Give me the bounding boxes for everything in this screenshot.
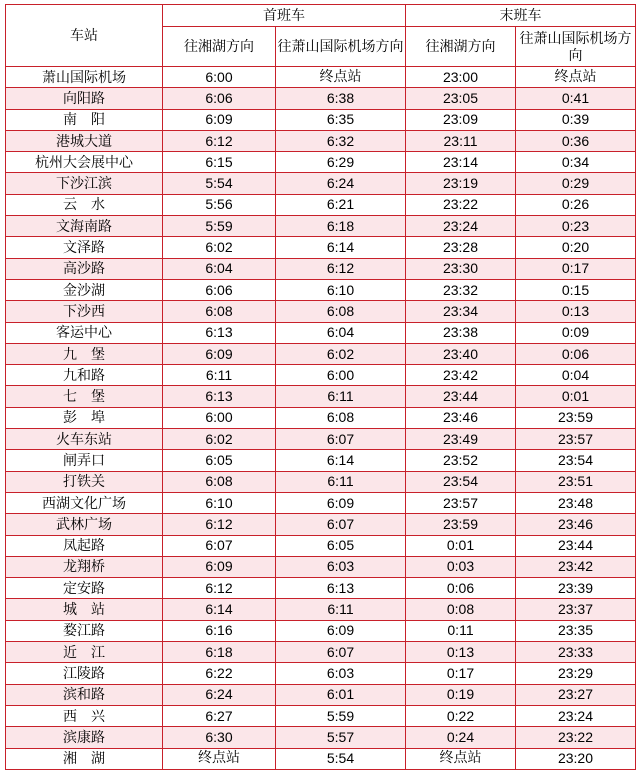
- first-train-to-airport: 6:07: [276, 514, 406, 535]
- last-train-to-airport: 0:13: [516, 301, 636, 322]
- first-train-to-xianghu: 6:06: [163, 88, 276, 109]
- first-train-to-airport: 6:01: [276, 684, 406, 705]
- station-name: 文海南路: [6, 216, 163, 237]
- table-row: [6, 556, 636, 577]
- last-train-to-airport: 23:37: [516, 599, 636, 620]
- last-train-to-airport: 23:51: [516, 471, 636, 492]
- table-row: [6, 578, 636, 599]
- last-train-to-airport: 23:33: [516, 642, 636, 663]
- last-train-to-airport: 0:01: [516, 386, 636, 407]
- last-train-to-xianghu: 23:32: [406, 279, 516, 300]
- station-name: 城 站: [6, 599, 163, 620]
- last-train-to-airport: 0:06: [516, 343, 636, 364]
- station-name: 火车东站: [6, 429, 163, 450]
- last-train-to-airport: 0:29: [516, 173, 636, 194]
- station-name: 客运中心: [6, 322, 163, 343]
- first-train-xianghu-direction-header: 往湘湖方向: [163, 27, 276, 67]
- last-train-to-airport: 0:39: [516, 109, 636, 130]
- station-name: 高沙路: [6, 258, 163, 279]
- first-train-to-airport: 6:09: [276, 492, 406, 513]
- first-train-to-xianghu: 6:10: [163, 492, 276, 513]
- table-row: [6, 279, 636, 300]
- first-train-to-airport: 6:24: [276, 173, 406, 194]
- first-train-to-airport: 6:11: [276, 471, 406, 492]
- station-name: 打铁关: [6, 471, 163, 492]
- last-train-to-xianghu: 23:46: [406, 407, 516, 428]
- table-row: [6, 322, 636, 343]
- timetable-body: [6, 67, 636, 770]
- last-train-to-airport: 23:46: [516, 514, 636, 535]
- last-train-to-airport: 0:09: [516, 322, 636, 343]
- first-train-to-xianghu: 6:02: [163, 237, 276, 258]
- timetable: [5, 4, 636, 770]
- first-train-to-airport: 6:04: [276, 322, 406, 343]
- table-row: [6, 599, 636, 620]
- first-train-to-airport: 6:29: [276, 152, 406, 173]
- station-name: 七 堡: [6, 386, 163, 407]
- last-train-to-xianghu: 0:11: [406, 620, 516, 641]
- first-train-to-xianghu: 6:15: [163, 152, 276, 173]
- last-train-to-airport: 23:39: [516, 578, 636, 599]
- first-train-to-airport: 终点站: [276, 67, 406, 88]
- first-train-to-airport: 6:08: [276, 407, 406, 428]
- first-train-to-xianghu: 6:07: [163, 535, 276, 556]
- first-train-to-xianghu: 6:11: [163, 365, 276, 386]
- first-train-to-xianghu: 6:14: [163, 599, 276, 620]
- last-train-to-xianghu: 0:17: [406, 663, 516, 684]
- last-train-to-xianghu: 23:19: [406, 173, 516, 194]
- first-train-to-xianghu: 6:05: [163, 450, 276, 471]
- last-train-to-airport: 0:34: [516, 152, 636, 173]
- last-train-to-xianghu: 0:03: [406, 556, 516, 577]
- table-row: [6, 216, 636, 237]
- last-train-to-xianghu: 23:59: [406, 514, 516, 535]
- first-train-to-xianghu: 6:02: [163, 429, 276, 450]
- last-train-to-xianghu: 23:22: [406, 194, 516, 215]
- first-train-to-xianghu: 6:00: [163, 67, 276, 88]
- first-train-to-airport: 5:59: [276, 705, 406, 726]
- last-train-to-xianghu: 0:13: [406, 642, 516, 663]
- first-train-to-xianghu: 6:30: [163, 727, 276, 748]
- first-train-to-airport: 6:03: [276, 556, 406, 577]
- first-train-to-airport: 6:08: [276, 301, 406, 322]
- last-train-to-xianghu: 23:54: [406, 471, 516, 492]
- first-train-to-airport: 6:10: [276, 279, 406, 300]
- first-train-to-airport: 6:35: [276, 109, 406, 130]
- last-train-to-airport: 23:22: [516, 727, 636, 748]
- table-row: [6, 407, 636, 428]
- last-train-to-xianghu: 23:00: [406, 67, 516, 88]
- first-train-header: 首班车: [163, 5, 406, 27]
- table-row: [6, 386, 636, 407]
- table-row: [6, 535, 636, 556]
- table-row: [6, 429, 636, 450]
- table-row: [6, 173, 636, 194]
- first-train-to-airport: 6:07: [276, 642, 406, 663]
- last-train-to-xianghu: 23:05: [406, 88, 516, 109]
- station-name: 西 兴: [6, 705, 163, 726]
- station-name: 湘 湖: [6, 748, 163, 770]
- last-train-to-airport: 0:17: [516, 258, 636, 279]
- first-train-to-xianghu: 6:04: [163, 258, 276, 279]
- table-row: [6, 492, 636, 513]
- first-train-to-xianghu: 6:06: [163, 279, 276, 300]
- last-train-to-xianghu: 23:49: [406, 429, 516, 450]
- first-train-to-xianghu: 5:56: [163, 194, 276, 215]
- last-train-to-airport: 23:59: [516, 407, 636, 428]
- first-train-to-airport: 6:05: [276, 535, 406, 556]
- station-name: 龙翔桥: [6, 556, 163, 577]
- first-train-to-airport: 6:11: [276, 599, 406, 620]
- last-train-to-xianghu: 23:57: [406, 492, 516, 513]
- station-name: 江陵路: [6, 663, 163, 684]
- last-train-to-xianghu: 23:11: [406, 130, 516, 151]
- table-row: [6, 514, 636, 535]
- last-train-to-airport: 23:44: [516, 535, 636, 556]
- last-train-to-xianghu: 23:24: [406, 216, 516, 237]
- first-train-to-xianghu: 6:18: [163, 642, 276, 663]
- station-name: 云 水: [6, 194, 163, 215]
- first-train-to-airport: 6:00: [276, 365, 406, 386]
- first-train-to-xianghu: 6:08: [163, 301, 276, 322]
- first-train-to-airport: 6:32: [276, 130, 406, 151]
- last-train-to-xianghu: 0:19: [406, 684, 516, 705]
- table-row: [6, 620, 636, 641]
- last-train-to-airport: 23:29: [516, 663, 636, 684]
- first-train-to-xianghu: 终点站: [163, 748, 276, 770]
- first-train-to-xianghu: 6:16: [163, 620, 276, 641]
- last-train-to-xianghu: 0:08: [406, 599, 516, 620]
- last-train-to-airport: 0:36: [516, 130, 636, 151]
- last-train-to-xianghu: 0:24: [406, 727, 516, 748]
- table-row: [6, 194, 636, 215]
- station-name: 滨康路: [6, 727, 163, 748]
- first-train-to-airport: 6:13: [276, 578, 406, 599]
- station-name: 九 堡: [6, 343, 163, 364]
- table-row: [6, 343, 636, 364]
- station-name: 彭 埠: [6, 407, 163, 428]
- station-name: 文泽路: [6, 237, 163, 258]
- station-name: 定安路: [6, 578, 163, 599]
- last-train-to-xianghu: 终点站: [406, 748, 516, 770]
- table-row: [6, 727, 636, 748]
- first-train-to-xianghu: 6:24: [163, 684, 276, 705]
- first-train-to-airport: 6:02: [276, 343, 406, 364]
- last-train-to-xianghu: 23:38: [406, 322, 516, 343]
- last-train-to-airport: 0:04: [516, 365, 636, 386]
- last-train-to-xianghu: 23:30: [406, 258, 516, 279]
- first-train-to-airport: 6:09: [276, 620, 406, 641]
- first-train-to-airport: 6:14: [276, 450, 406, 471]
- station-name: 金沙湖: [6, 279, 163, 300]
- station-name: 凤起路: [6, 535, 163, 556]
- last-train-to-airport: 0:41: [516, 88, 636, 109]
- last-train-to-airport: 23:24: [516, 705, 636, 726]
- first-train-to-airport: 6:38: [276, 88, 406, 109]
- station-name: 近 江: [6, 642, 163, 663]
- table-row: [6, 109, 636, 130]
- first-train-to-xianghu: 6:12: [163, 578, 276, 599]
- station-name: 闸弄口: [6, 450, 163, 471]
- first-train-to-airport: 6:07: [276, 429, 406, 450]
- last-train-to-airport: 0:23: [516, 216, 636, 237]
- table-row: [6, 88, 636, 109]
- last-train-to-xianghu: 0:06: [406, 578, 516, 599]
- first-train-to-airport: 6:18: [276, 216, 406, 237]
- last-train-to-airport: 23:54: [516, 450, 636, 471]
- table-row: [6, 365, 636, 386]
- first-train-to-xianghu: 6:22: [163, 663, 276, 684]
- station-name: 下沙西: [6, 301, 163, 322]
- last-train-header: 末班车: [406, 5, 636, 27]
- first-train-to-airport: 5:57: [276, 727, 406, 748]
- last-train-to-airport: 23:57: [516, 429, 636, 450]
- table-row: [6, 130, 636, 151]
- last-train-to-airport: 0:26: [516, 194, 636, 215]
- first-train-to-xianghu: 6:12: [163, 514, 276, 535]
- last-train-to-xianghu: 0:22: [406, 705, 516, 726]
- first-train-to-xianghu: 6:09: [163, 556, 276, 577]
- last-train-to-airport: 23:20: [516, 748, 636, 770]
- table-row: [6, 258, 636, 279]
- station-name: 萧山国际机场: [6, 67, 163, 88]
- station-name: 武林广场: [6, 514, 163, 535]
- last-train-to-xianghu: 23:42: [406, 365, 516, 386]
- station-column-header: 车站: [6, 5, 163, 67]
- table-row: [6, 301, 636, 322]
- table-row: [6, 684, 636, 705]
- last-train-to-xianghu: 23:09: [406, 109, 516, 130]
- first-train-airport-direction-header: 往萧山国际机场方向: [276, 27, 406, 67]
- last-train-to-xianghu: 23:40: [406, 343, 516, 364]
- station-name: 滨和路: [6, 684, 163, 705]
- first-train-to-xianghu: 6:12: [163, 130, 276, 151]
- first-train-to-airport: 6:12: [276, 258, 406, 279]
- last-train-airport-direction-header: 往萧山国际机场方向: [516, 27, 636, 67]
- last-train-to-airport: 0:20: [516, 237, 636, 258]
- table-row: [6, 705, 636, 726]
- last-train-to-xianghu: 23:28: [406, 237, 516, 258]
- first-train-to-airport: 6:11: [276, 386, 406, 407]
- first-train-to-airport: 5:54: [276, 748, 406, 770]
- station-name: 西湖文化广场: [6, 492, 163, 513]
- first-train-to-xianghu: 6:08: [163, 471, 276, 492]
- first-train-to-xianghu: 6:27: [163, 705, 276, 726]
- table-row: [6, 152, 636, 173]
- station-name: 南 阳: [6, 109, 163, 130]
- first-train-to-xianghu: 6:13: [163, 386, 276, 407]
- table-row: [6, 663, 636, 684]
- last-train-to-xianghu: 23:44: [406, 386, 516, 407]
- first-train-to-airport: 6:03: [276, 663, 406, 684]
- table-row: [6, 471, 636, 492]
- first-train-to-xianghu: 6:00: [163, 407, 276, 428]
- table-row: [6, 642, 636, 663]
- last-train-to-xianghu: 23:52: [406, 450, 516, 471]
- table-row: [6, 748, 636, 770]
- last-train-to-xianghu: 23:14: [406, 152, 516, 173]
- station-name: 杭州大会展中心: [6, 152, 163, 173]
- station-name: 九和路: [6, 365, 163, 386]
- first-train-to-airport: 6:21: [276, 194, 406, 215]
- last-train-to-airport: 23:42: [516, 556, 636, 577]
- station-name: 婺江路: [6, 620, 163, 641]
- last-train-xianghu-direction-header: 往湘湖方向: [406, 27, 516, 67]
- first-train-to-xianghu: 6:09: [163, 343, 276, 364]
- last-train-to-xianghu: 0:01: [406, 535, 516, 556]
- station-name: 下沙江滨: [6, 173, 163, 194]
- last-train-to-airport: 23:35: [516, 620, 636, 641]
- station-name: 港城大道: [6, 130, 163, 151]
- first-train-to-airport: 6:14: [276, 237, 406, 258]
- last-train-to-airport: 23:48: [516, 492, 636, 513]
- table-row: [6, 67, 636, 88]
- first-train-to-xianghu: 5:59: [163, 216, 276, 237]
- last-train-to-xianghu: 23:34: [406, 301, 516, 322]
- last-train-to-airport: 终点站: [516, 67, 636, 88]
- table-row: [6, 450, 636, 471]
- first-train-to-xianghu: 6:13: [163, 322, 276, 343]
- first-train-to-xianghu: 6:09: [163, 109, 276, 130]
- table-row: [6, 237, 636, 258]
- station-name: 向阳路: [6, 88, 163, 109]
- last-train-to-airport: 23:27: [516, 684, 636, 705]
- timetable-header: [6, 5, 636, 67]
- first-train-to-xianghu: 5:54: [163, 173, 276, 194]
- last-train-to-airport: 0:15: [516, 279, 636, 300]
